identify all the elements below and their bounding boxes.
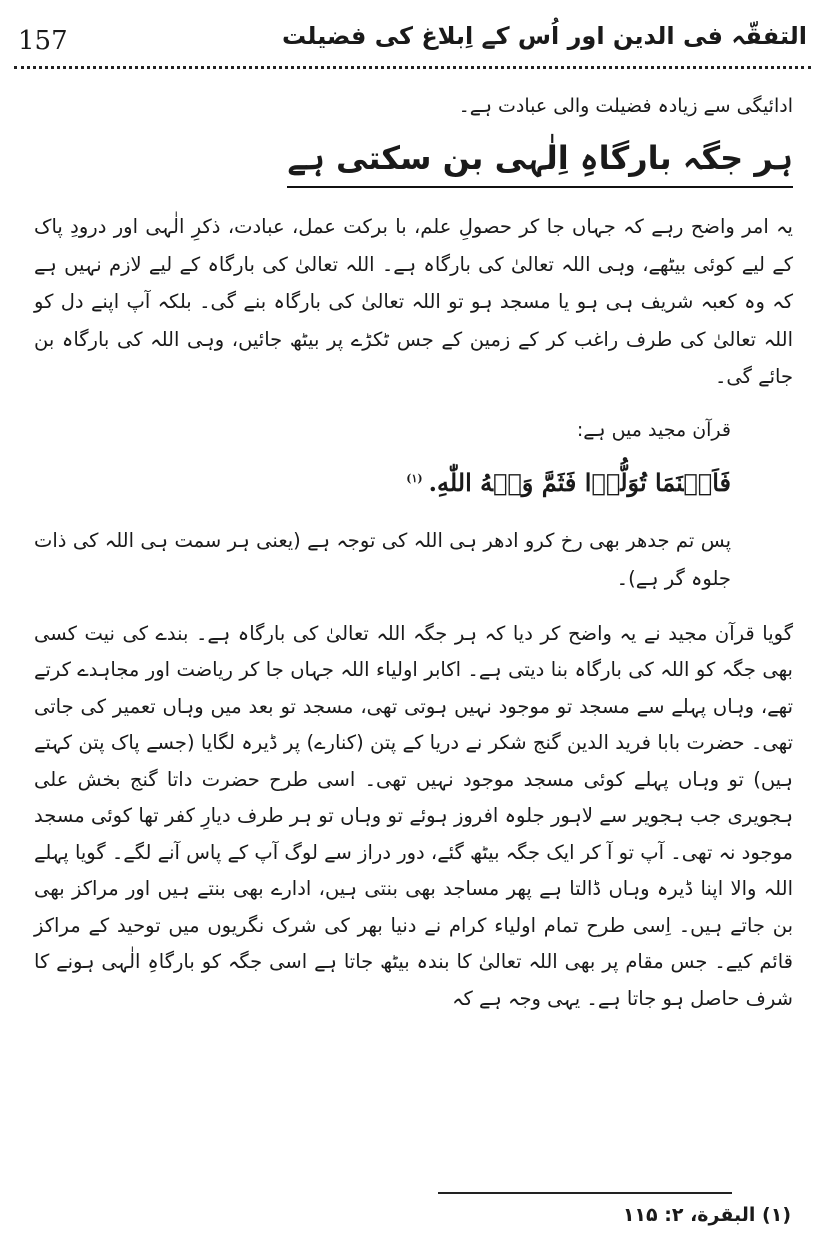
page-header — [14, 20, 811, 60]
header-divider — [14, 66, 811, 69]
footnote: (۱) البقرة، ۲: ۱۱۵ — [622, 1204, 791, 1226]
page-number: 157 — [18, 26, 68, 56]
quran-verse — [34, 458, 731, 504]
page-body — [34, 88, 793, 1017]
paragraph-1: یہ امر واضح رہے کہ جہاں جا کر حصولِ علم، با برکت عمل، عبادت، ذکرِ الٰہی اور درودِ پاک کے لیے کوئی بیٹھے، وہی اللہ تعالیٰ کی بارگاہ ہے۔ اللہ تعالیٰ کی بارگاہ کے لیے لازم نہیں ہے کہ وہ کعبہ شریف ہی ہو یا مسجد ہو تو اللہ تعالیٰ کی بارگاہ بنے گی۔ بلکہ آپ اپنے دل کو اللہ تعالیٰ کی طرف راغب کر کے زمین کے جس ٹکڑے پر بیٹھ جائیں، وہی اللہ کی بارگاہ بن جائے گی۔ — [34, 215, 793, 388]
verse-text: فَاَيۡنَمَا تُوَلُّوۡا فَثَمَّ وَجۡهُ اللّٰهِ. — [428, 467, 731, 497]
footnote-marker: (۱) — [406, 471, 423, 485]
quote-intro: قرآن مجید میں ہے: — [576, 418, 731, 441]
verse-translation: پس تم جدھر بھی رخ کرو ادھر ہی اللہ کی توجہ ہے (یعنی ہر سمت ہی اللہ کی ذات جلوہ گر ہے)۔ — [34, 528, 731, 590]
heading-wrapper — [174, 124, 793, 188]
section-heading: ہر جگہ بارگاہِ اِلٰہی بن سکتی ہے — [287, 132, 793, 188]
opening-line: ادائیگی سے زیادہ فضیلت والی عبادت ہے۔ — [458, 95, 793, 117]
footnote-divider — [438, 1192, 732, 1194]
running-title: التفقّہ فی الدین اور اُس کے اِبلاغ کی فضیلت — [282, 22, 807, 50]
paragraph-2: گویا قرآن مجید نے یہ واضح کر دیا کہ ہر جگہ اللہ تعالیٰ کی بارگاہ ہے۔ بندے کی نیت کسی بھی جگہ کو اللہ کی بارگاہ بنا دیتی ہے۔ اکابر اولیاء اللہ جہاں جا کر ریاضت اور مجاہدے کرتے تھے، وہاں پہلے سے مسجد تو موجود نہیں ہوتی تھی، مسجد تو بعد میں وہاں تعمیر کی جاتی تھی۔ حضرت بابا فرید الدین گنج شکر نے دریا کے پتن (کنارے) پر ڈیرہ لگایا (جسے پاک پتن کہتے ہیں) تو وہاں پہلے کوئی مسجد موجود نہیں تھی۔ اسی طرح حضرت داتا گنج بخش علی ہجویری جب ہجویر سے لاہور جلوہ افروز ہوئے تو وہاں تو ہر طرف دیارِ کفر تھا کوئی مسجد موجود نہ تھی۔ آپ تو آ کر ایک جگہ بیٹھ گئے، دور دراز سے لوگ آپ کے پاس آنے لگے۔ گویا پہلے اللہ والا اپنا ڈیرہ وہاں ڈالتا ہے پھر مساجد بھی بنتی ہیں، ادارے بھی بنتے ہیں اور مراکز بھی بن جاتے ہیں۔ اِسی طرح تمام اولیاء کرام نے دنیا بھر کی شرک نگریوں میں توحید کے مراکز قائم کیے۔ جس مقام پر بھی اللہ تعالیٰ کا بندہ بیٹھ جاتا ہے اسی جگہ کو بارگاہِ الٰہی ہونے کا شرف حاصل ہو جاتا ہے۔ یہی وجہ ہے کہ — [34, 621, 793, 1010]
